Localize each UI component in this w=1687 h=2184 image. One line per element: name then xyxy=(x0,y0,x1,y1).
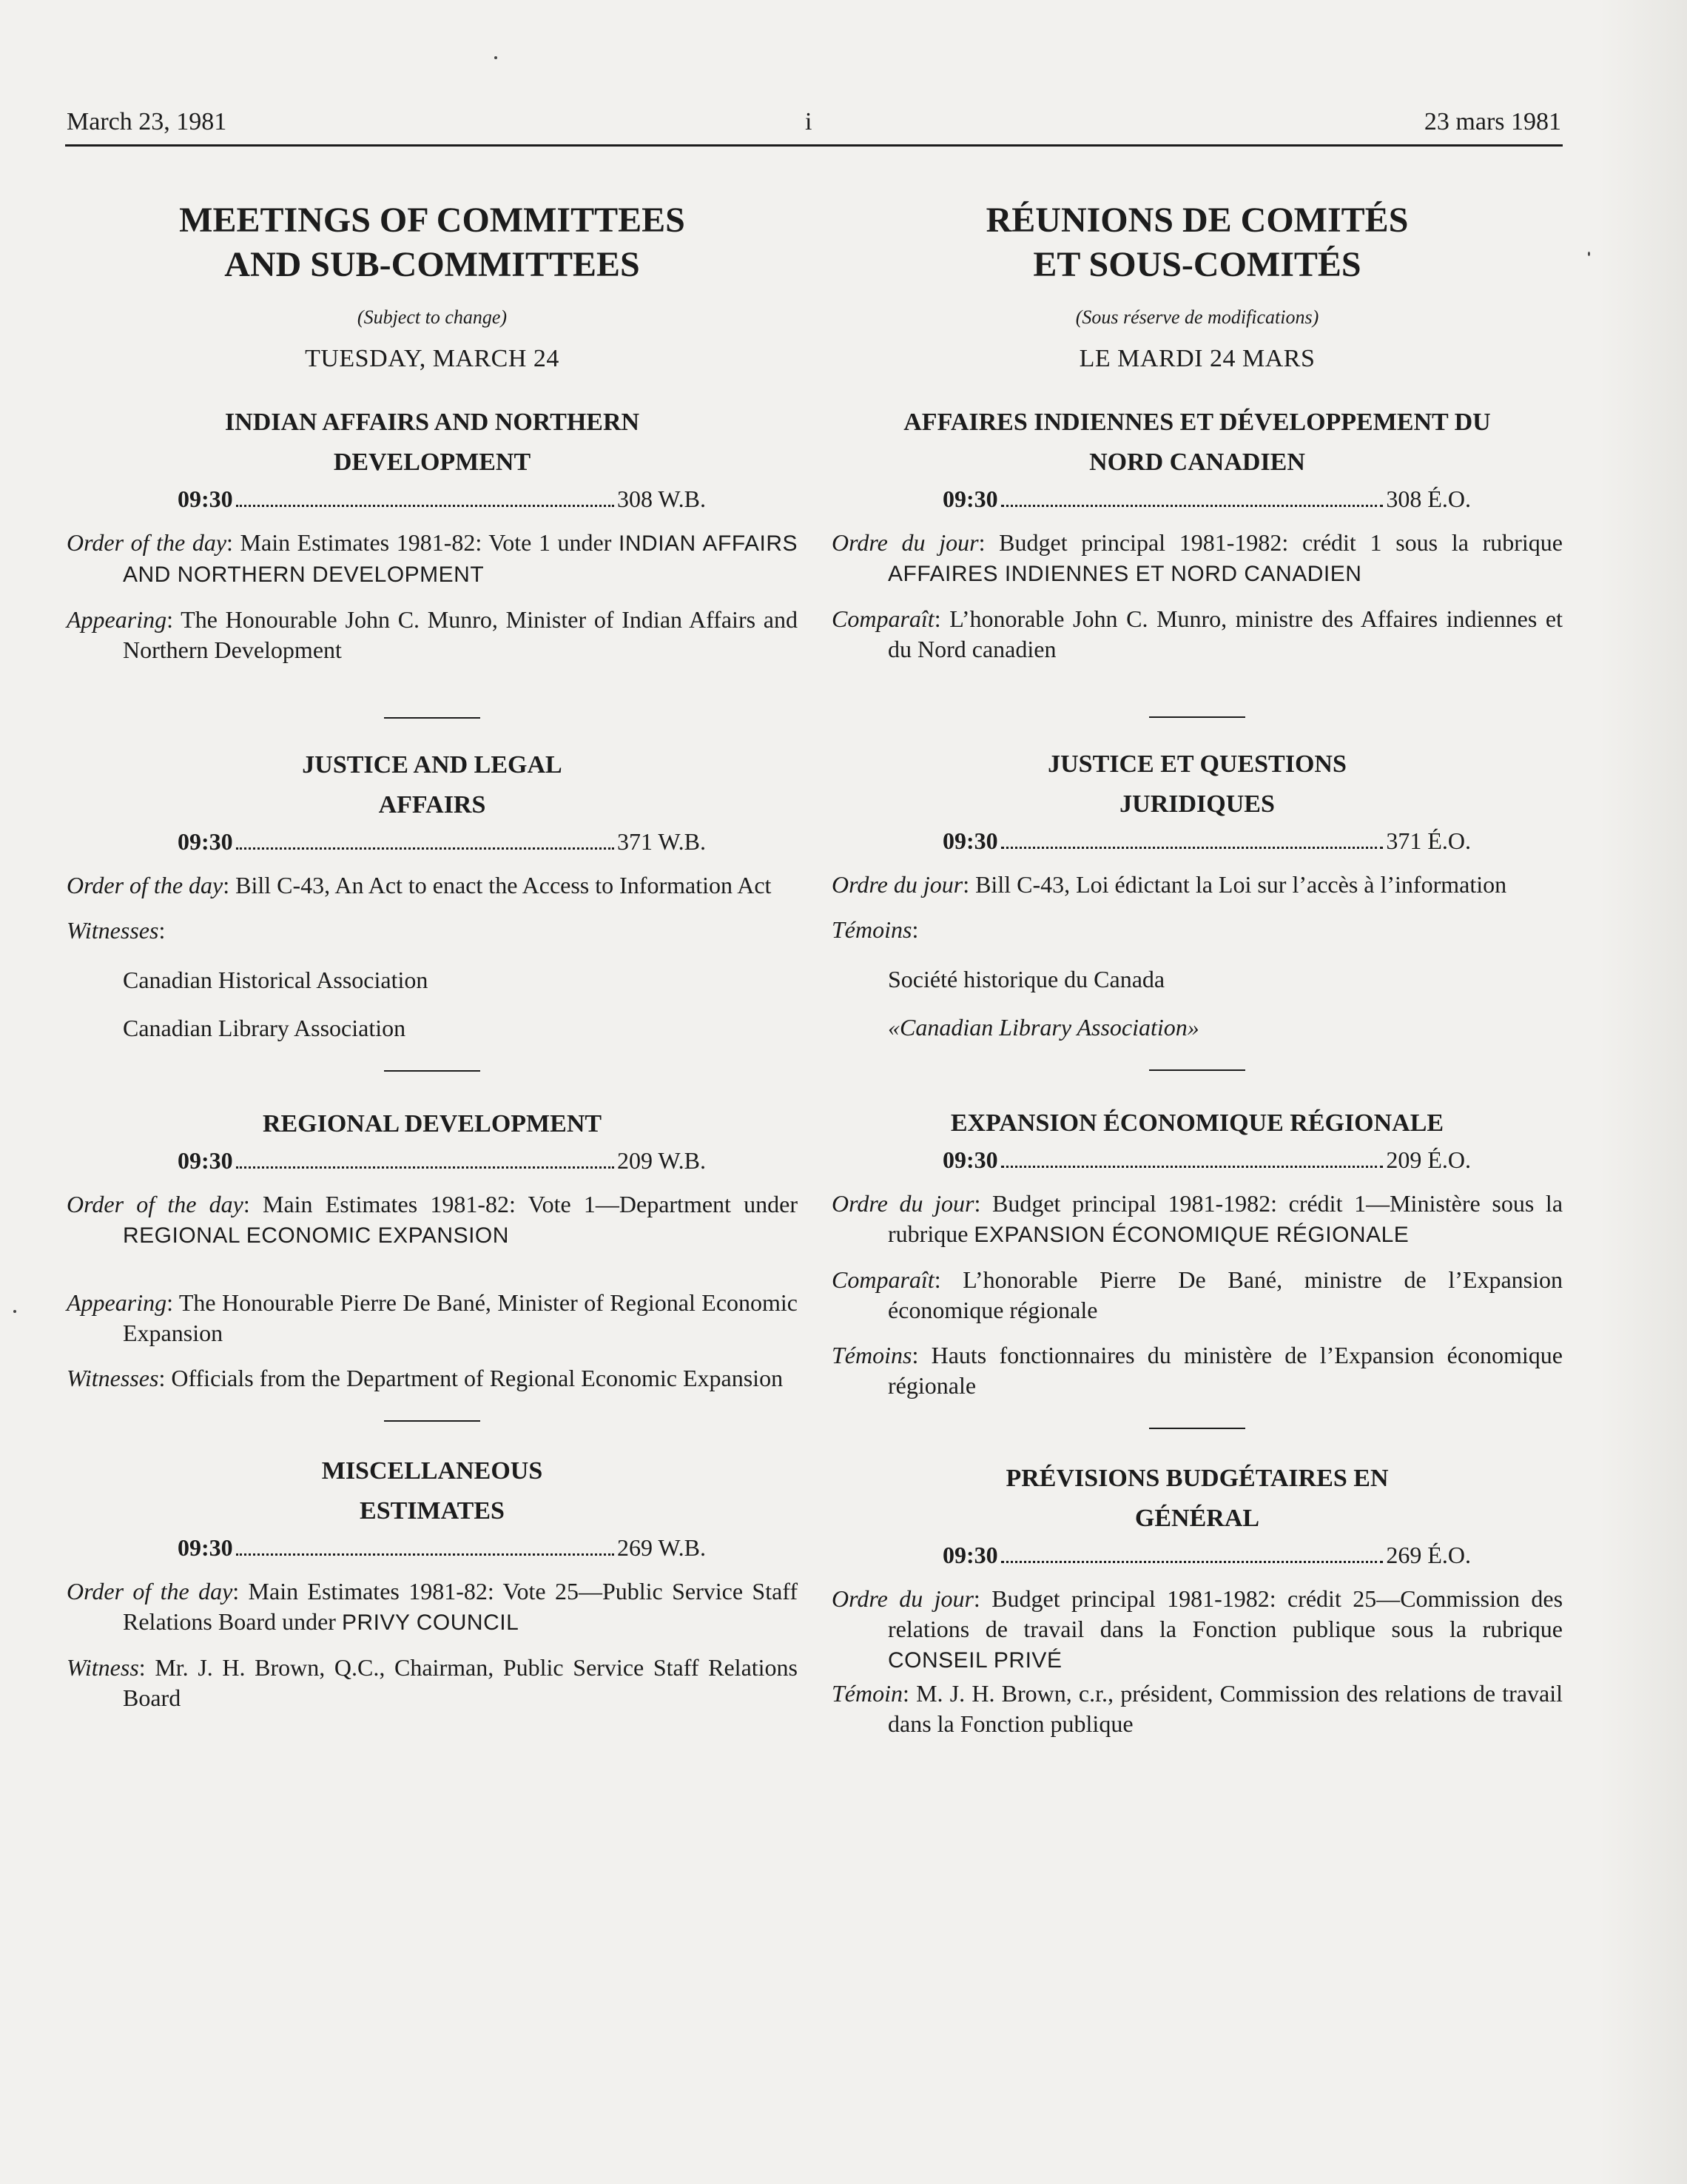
section-divider xyxy=(384,717,480,719)
order-label: Ordre du jour xyxy=(832,529,979,556)
witnesses: Witnesses: Officials from the Department of Regional Economic Expansion xyxy=(67,1365,784,1391)
title-line-1: RÉUNIONS DE COMITÉS xyxy=(986,201,1409,240)
section-divider xyxy=(1149,1428,1245,1429)
meeting-time: 09:30 xyxy=(943,1146,998,1173)
witnesses-label: Witnesses xyxy=(67,1365,159,1391)
witnesses-heading: Witnesses: xyxy=(67,917,166,944)
appearing-text: L’honorable John C. Munro, ministre des Affaires indiennes et du Nord canadien xyxy=(888,605,1563,662)
order-of-day: Ordre du jour: Budget principal 1981-1982: crédit 25—Commission des relations de travail dans la Fonction publique sous la rubrique CONSEIL PRIVÉ xyxy=(832,1585,1563,1673)
order-of-day: Order of the day: Main Estimates 1981-82: Vote 1 under INDIAN AFFAIRS AND NORTHERN DEVELOPMENT xyxy=(67,529,798,587)
committee-title: JUSTICE ET QUESTIONS JURIDIQUES xyxy=(1048,750,1347,818)
order-of-day: Ordre du jour: Budget principal 1981-1982: crédit 1 sous la rubrique AFFAIRES INDIENNES ET NORD CANADIEN xyxy=(832,529,1563,586)
leader-dots xyxy=(236,488,614,507)
leader-dots xyxy=(1001,830,1384,849)
appearing-text: L’honorable Pierre De Bané, ministre de l’Expansion économique régionale xyxy=(888,1266,1563,1323)
witness-text: M. J. H. Brown, c.r., président, Commission des relations de travail dans la Fonction publique xyxy=(888,1680,1563,1737)
order-label: Ordre du jour xyxy=(832,1585,974,1612)
meeting-room: 371 W.B. xyxy=(616,828,706,855)
meeting-room: 308 É.O. xyxy=(1386,485,1471,512)
order-of-day: Order of the day: Main Estimates 1981-82: Vote 25—Public Service Staff Relations Board under PRIVY COUNCIL xyxy=(67,1578,798,1635)
committee-title: INDIAN AFFAIRS AND NORTHERN DEVELOPMENT xyxy=(224,409,640,476)
witness-item: Canadian Historical Association xyxy=(123,967,428,993)
committee-title: EXPANSION ÉCONOMIQUE RÉGIONALE xyxy=(950,1109,1444,1137)
appearing-text: The Honourable John C. Munro, Minister of Indian Affairs and Northern Development xyxy=(123,606,798,663)
witness-text: Mr. J. H. Brown, Q.C., Chairman, Public Service Staff Relations Board xyxy=(123,1654,798,1711)
section-divider xyxy=(384,1070,480,1072)
meeting-room: 209 É.O. xyxy=(1386,1146,1471,1173)
committee-section xyxy=(67,1104,798,1394)
meeting-day: LE MARDI 24 MARS xyxy=(1079,345,1316,372)
order-of-day: Ordre du jour: Bill C-43, Loi édictant la Loi sur l’accès à l’information xyxy=(832,871,1507,898)
order-text: Budget principal 1981-1982: crédit 25—Commission des relations de travail dans la Fonction publique sous la rubrique xyxy=(888,1585,1563,1642)
meeting-day: TUESDAY, MARCH 24 xyxy=(305,345,559,372)
witnesses: Témoins: Hauts fonctionnaires du ministère de l’Expansion économique régionale xyxy=(832,1342,1563,1399)
order-label: Ordre du jour xyxy=(832,871,963,898)
committee-title: JUSTICE AND LEGAL AFFAIRS xyxy=(302,751,562,819)
page-number: i xyxy=(805,108,812,135)
time-room-row xyxy=(943,485,1471,513)
witness-label: Witness xyxy=(67,1654,139,1681)
leader-dots xyxy=(1001,1149,1384,1168)
order-of-day: Ordre du jour: Budget principal 1981-1982: crédit 1—Ministère sous la rubrique EXPANSION ÉCONOMIQUE RÉGIONALE xyxy=(832,1190,1563,1247)
witnesses-label: Témoins xyxy=(832,1342,912,1368)
witnesses-label: Witnesses xyxy=(67,917,159,944)
order-label: Order of the day xyxy=(67,872,223,898)
time-room-row xyxy=(943,1542,1471,1569)
section-divider xyxy=(1149,1069,1245,1071)
committee-section xyxy=(832,745,1563,1043)
order-caps: EXPANSION ÉCONOMIQUE RÉGIONALE xyxy=(974,1223,1410,1247)
time-room-row xyxy=(943,827,1471,855)
meeting-time: 09:30 xyxy=(178,1534,233,1561)
page-title-fr xyxy=(832,198,1563,287)
order-text: Main Estimates 1981-82: Vote 25—Public Service Staff Relations Board under xyxy=(123,1578,798,1635)
committee-section xyxy=(67,745,798,1044)
subject-note: (Sous réserve de modifications) xyxy=(1075,306,1319,328)
meeting-room: 371 É.O. xyxy=(1386,827,1471,854)
witness-item: Canadian Library Association xyxy=(123,1015,406,1041)
committee-title: PRÉVISIONS BUDGÉTAIRES EN GÉNÉRAL xyxy=(1006,1465,1389,1532)
title-line-1: MEETINGS OF COMMITTEES xyxy=(179,201,685,240)
meeting-room: 269 É.O. xyxy=(1386,1542,1471,1568)
committee-section xyxy=(832,403,1563,665)
witnesses-text: Hauts fonctionnaires du ministère de l’Expansion économique régionale xyxy=(888,1342,1563,1399)
time-room-row xyxy=(178,1147,706,1175)
order-caps: REGIONAL ECONOMIC EXPANSION xyxy=(123,1223,509,1248)
order-label: Ordre du jour xyxy=(832,1190,974,1217)
leader-dots xyxy=(236,1537,614,1556)
order-text: Main Estimates 1981-82: Vote 1 under xyxy=(240,529,612,556)
witnesses-label: Témoins xyxy=(832,916,912,943)
meeting-room: 308 W.B. xyxy=(616,485,706,512)
leader-dots xyxy=(1001,488,1384,507)
meeting-time: 09:30 xyxy=(178,1147,233,1174)
witness: Témoin: M. J. H. Brown, c.r., président, Commission des relations de travail dans la Fonction publique xyxy=(832,1680,1563,1737)
running-head xyxy=(67,108,1561,144)
witness: Witness: Mr. J. H. Brown, Q.C., Chairman, Public Service Staff Relations Board xyxy=(67,1654,798,1711)
committee-title: REGIONAL DEVELOPMENT xyxy=(262,1110,602,1138)
order-text: Bill C-43, Loi édictant la Loi sur l’accès à l’information xyxy=(975,871,1507,898)
order-label: Order of the day xyxy=(67,1578,233,1605)
meeting-time: 09:30 xyxy=(943,1542,998,1568)
witnesses-text: Officials from the Department of Regional Economic Expansion xyxy=(171,1365,784,1391)
committee-section xyxy=(67,1451,798,1713)
appearing: Appearing: The Honourable John C. Munro, Minister of Indian Affairs and Northern Development xyxy=(67,606,798,663)
page-title-en xyxy=(67,198,798,287)
header-rule xyxy=(65,144,1563,147)
meeting-room: 209 W.B. xyxy=(616,1147,706,1174)
order-of-day: Order of the day: Bill C-43, An Act to enact the Access to Information Act xyxy=(67,872,772,898)
time-room-row xyxy=(178,828,706,856)
order-caps: AFFAIRES INDIENNES ET NORD CANADIEN xyxy=(888,562,1362,586)
appearing-text: The Honourable Pierre De Bané, Minister of Regional Economic Expansion xyxy=(123,1289,798,1346)
witness-item: Société historique du Canada xyxy=(888,966,1165,992)
witnesses-heading: Témoins: xyxy=(832,916,919,943)
appearing: Comparaît: L’honorable John C. Munro, ministre des Affaires indiennes et du Nord canadien xyxy=(832,605,1563,662)
meeting-room: 269 W.B. xyxy=(616,1534,706,1561)
title-line-2: AND SUB-COMMITTEES xyxy=(224,245,640,284)
order-caps: PRIVY COUNCIL xyxy=(341,1610,519,1635)
section-divider xyxy=(1149,716,1245,718)
meeting-time: 09:30 xyxy=(943,485,998,512)
appearing: Comparaît: L’honorable Pierre De Bané, ministre de l’Expansion économique régionale xyxy=(832,1266,1563,1323)
committee-section xyxy=(832,1103,1563,1401)
appearing-label: Appearing xyxy=(67,1289,167,1316)
leader-dots xyxy=(236,831,614,850)
order-caps: CONSEIL PRIVÉ xyxy=(888,1648,1063,1673)
order-caps: INDIAN AFFAIRS AND NORTHERN DEVELOPMENT xyxy=(123,531,798,587)
order-text: Main Estimates 1981-82: Vote 1—Department under xyxy=(262,1191,798,1217)
order-label: Order of the day xyxy=(67,529,227,556)
header-date-fr: 23 mars 1981 xyxy=(1424,108,1561,135)
committee-title: AFFAIRES INDIENNES ET DÉVELOPPEMENT DU NORD CANADIEN xyxy=(903,409,1491,476)
scan-speck xyxy=(494,56,497,59)
scan-speck xyxy=(13,1310,16,1313)
committee-section xyxy=(832,1459,1563,1739)
appearing-label: Comparaît xyxy=(832,605,935,632)
header-date-en: March 23, 1981 xyxy=(67,108,227,135)
appearing: Appearing: The Honourable Pierre De Bané, Minister of Regional Economic Expansion xyxy=(67,1289,798,1346)
committee-title: MISCELLANEOUS ESTIMATES xyxy=(321,1457,543,1525)
subject-note: (Subject to change) xyxy=(357,306,508,328)
order-label: Order of the day xyxy=(67,1191,243,1217)
time-room-row xyxy=(943,1146,1471,1174)
meeting-time: 09:30 xyxy=(178,828,233,855)
page-edge-shadow xyxy=(1598,0,1687,2184)
witness-label: Témoin xyxy=(832,1680,903,1707)
committee-section xyxy=(67,403,798,665)
scan-speck xyxy=(1588,252,1590,256)
order-text: Budget principal 1981-1982: crédit 1 sous la rubrique xyxy=(999,529,1563,556)
english-column xyxy=(67,198,798,1713)
leader-dots xyxy=(236,1150,614,1169)
order-text: Budget principal 1981-1982: crédit 1—Ministère sous la rubrique xyxy=(888,1190,1563,1247)
appearing-label: Appearing xyxy=(67,606,167,633)
appearing-label: Comparaît xyxy=(832,1266,935,1293)
french-column xyxy=(832,198,1563,1739)
section-divider xyxy=(384,1420,480,1422)
time-room-row xyxy=(178,1534,706,1562)
time-room-row xyxy=(178,485,706,513)
witness-item: «Canadian Library Association» xyxy=(888,1014,1199,1041)
order-of-day: Order of the day: Main Estimates 1981-82: Vote 1—Department under REGIONAL ECONOMIC EXPANSION xyxy=(67,1191,798,1248)
title-line-2: ET SOUS-COMITÉS xyxy=(1033,245,1361,284)
order-text: Bill C-43, An Act to enact the Access to Information Act xyxy=(235,872,772,898)
meeting-time: 09:30 xyxy=(943,827,998,854)
leader-dots xyxy=(1001,1545,1384,1563)
meeting-time: 09:30 xyxy=(178,485,233,512)
